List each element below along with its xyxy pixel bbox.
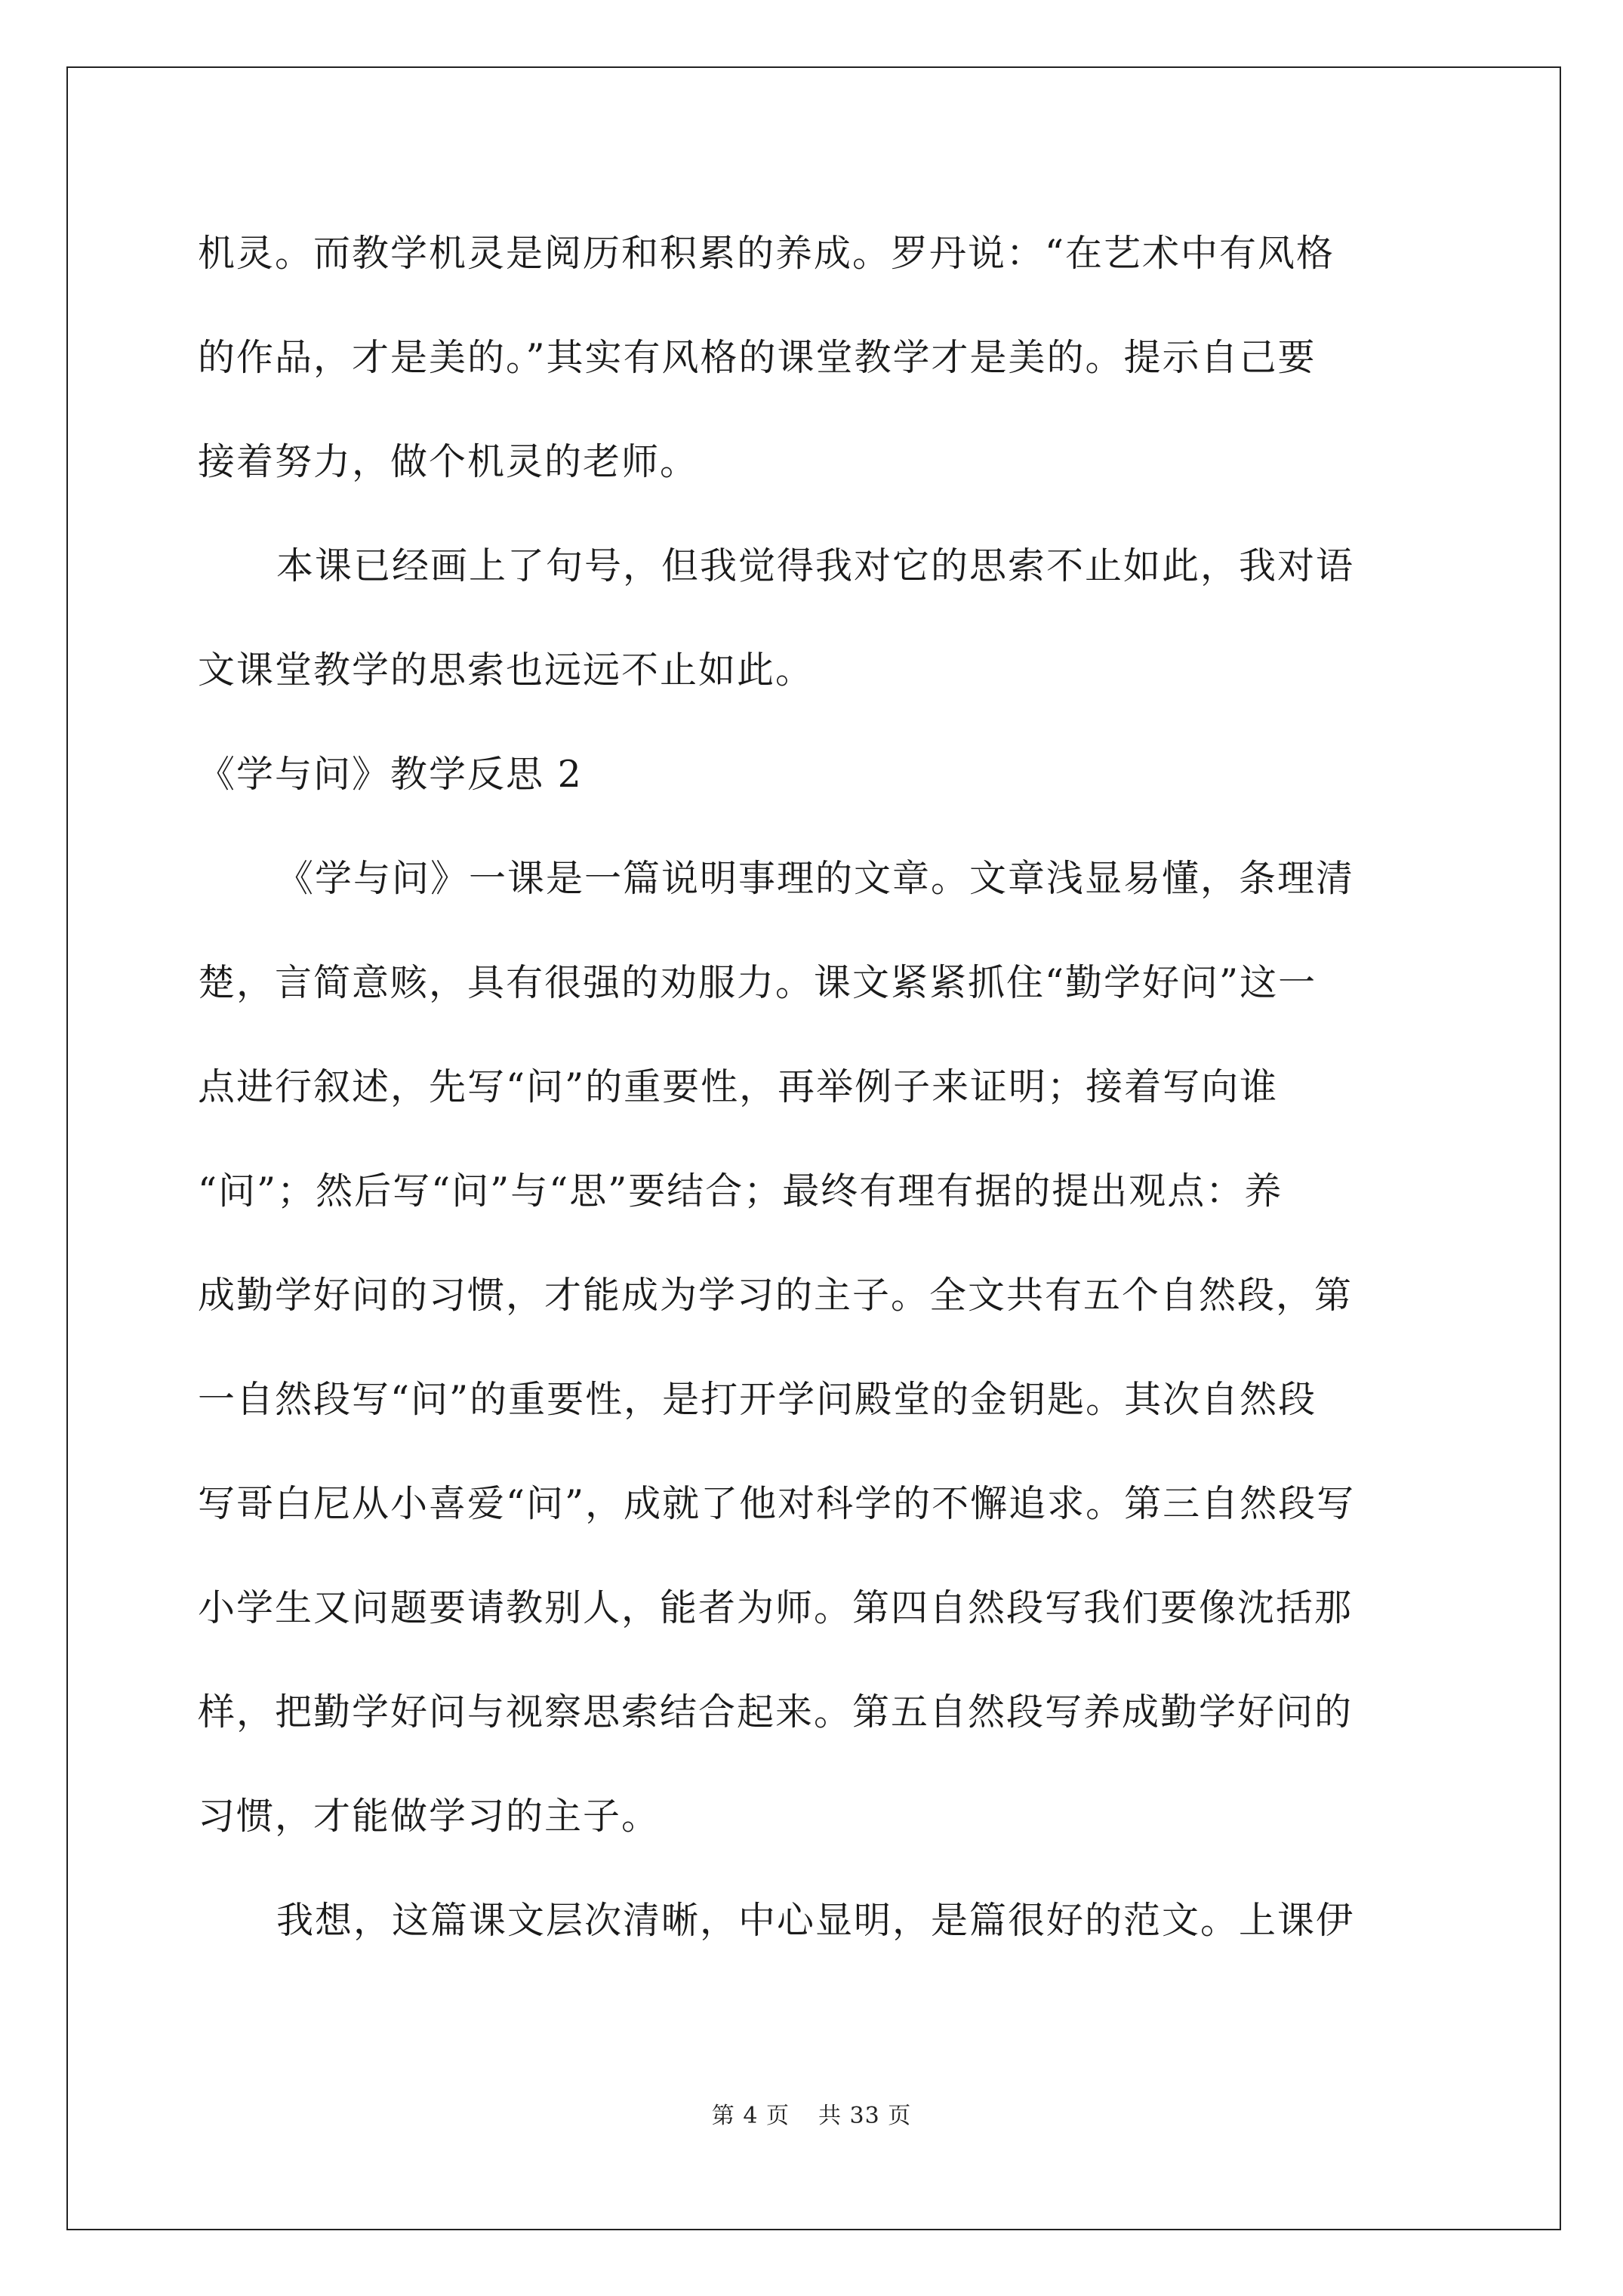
text-line: 文课堂教学的思索也远远不止如此。 xyxy=(198,649,815,692)
paragraph-start-line: 《学与问》一课是一篇说明事理的文章。文章浅显易懂，条理清 xyxy=(276,857,1355,900)
paragraph-start-line: 本课已经画上了句号，但我觉得我对它的思索不止如此，我对语 xyxy=(276,544,1355,587)
text-line: 一自然段写“问”的重要性，是打开学问殿堂的金钥匙。其次自然段 xyxy=(198,1378,1317,1421)
text-line: 接着努力，做个机灵的老师。 xyxy=(198,440,699,483)
text-line: 成勤学好问的习惯，才能成为学习的主子。全文共有五个自然段，第 xyxy=(198,1274,1354,1317)
text-line: 楚，言简意赅，具有很强的劝服力。课文紧紧抓住“勤学好问”这一 xyxy=(198,961,1317,1004)
text-line: 点进行叙述，先写“问”的重要性，再举例子来证明；接着写向谁 xyxy=(198,1065,1279,1108)
paragraph-start-line: 我想，这篇课文层次清晰，中心显明，是篇很好的范文。上课伊 xyxy=(276,1899,1355,1942)
section-heading: 《学与问》教学反思 2 xyxy=(198,753,583,796)
text-line: “问”；然后写“问”与“思”要结合；最终有理有据的提出观点：养 xyxy=(198,1170,1283,1213)
page-footer xyxy=(0,2097,1623,2130)
document-body xyxy=(198,202,1436,1973)
text-line: 小学生又问题要请教别人，能者为师。第四自然段写我们要像沈括那 xyxy=(198,1586,1354,1629)
text-line: 样，把勤学好问与视察思索结合起来。第五自然段写养成勤学好问的 xyxy=(198,1690,1354,1734)
text-line: 机灵。而教学机灵是阅历和积累的养成。罗丹说：“在艺术中有风格 xyxy=(198,232,1335,275)
text-line: 写哥白尼从小喜爱“问”，成就了他对科学的不懈追求。第三自然段写 xyxy=(198,1482,1356,1525)
page-total: 共 33 页 xyxy=(818,2103,912,2129)
text-line: 习惯，才能做学习的主子。 xyxy=(198,1795,661,1838)
text-line: 的作品，才是美的。”其实有风格的课堂教学才是美的。提示自己要 xyxy=(198,336,1317,379)
page-number: 第 4 页 xyxy=(711,2103,790,2129)
